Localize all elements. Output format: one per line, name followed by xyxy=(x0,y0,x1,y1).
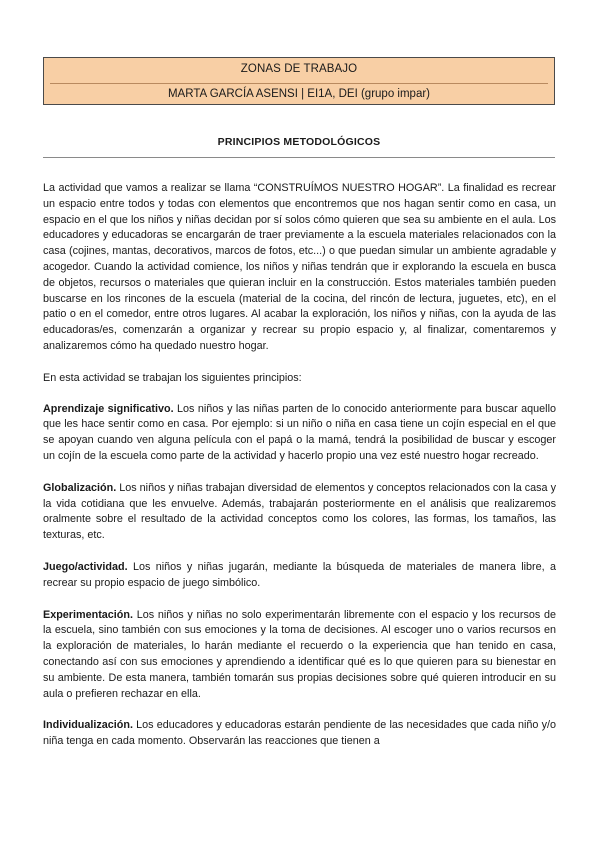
principle-paragraph xyxy=(43,402,556,465)
principle-term: Globalización. xyxy=(43,481,117,494)
principle-term: Experimentación. xyxy=(43,608,134,621)
header-title: ZONAS DE TRABAJO xyxy=(240,63,358,75)
principle-paragraph xyxy=(43,560,556,592)
principle-term: Juego/actividad. xyxy=(43,560,128,573)
intro-paragraph: La actividad que vamos a realizar se llama “CONSTRUÍMOS NUESTRO HOGAR”. La finalidad es recrear un espacio entre todos y todas con elementos que encontremos que nos hagan sentir como en casa, un espacio en el que los niños y niñas decidan por sí solos cómo quieren que sea su ambiente en el aula. Los educadores y educadoras se encargarán de traer previamente a la escuela materiales relacionados con la casa (cojines, mantas, decorativos, marcos de fotos, etc...) o que puedan simular un ambiente agradable y acogedor. Cuando la actividad comience, los niños y niñas tendrán que ir explorando la escuela en busca de objetos, recursos o materiales que quieran incluir en la construcción. Estos materiales también pueden buscarse en los rincones de la escuela (material de la cocina, del rincón de lectura, juguetes, etc), en el patio o en el comedor, entre otros lugares. Al acabar la exploración, los niños y niñas, con la ayuda de las educadoras/es, comenzarán a organizar y recrear su propio espacio y, al finalizar, comentaremos y analizaremos cómo ha quedado nuestro hogar. xyxy=(43,182,556,352)
principle-text: Los niños y niñas trabajan diversidad de elementos y conceptos relacionados con la casa y la vida cotidiana que les envuelve. Además, trabajarán posteriormente en el análisis que realizaremos oralmente sobre el resultado de la actividad conceptos como los colores, las formas, los tamaños, las texturas, etc. xyxy=(43,481,556,542)
section-divider xyxy=(43,157,555,158)
principle-term: Aprendizaje significativo. xyxy=(43,402,174,415)
section-heading: PRINCIPIOS METODOLÓGICOS xyxy=(217,136,381,148)
principle-term: Individualización. xyxy=(43,719,133,732)
principles-intro: En esta actividad se trabajan los siguientes principios: xyxy=(43,371,302,384)
principle-text: Los educadores y educadoras estarán pendiente de las necesidades que cada niño y/o niña tenga en cada momento. Observarán las reacciones que tienen a xyxy=(43,719,556,748)
principle-text: Los niños y las niñas parten de lo conocido anteriormente para buscar aquello que les hace sentir como en casa. Por ejemplo: si un niño o niña en casa tiene un cojín especial en el que se apoyan cuando ven alguna película con el papá o la mamá, tendrá la posibilidad de buscar y escoger un cojín de la escuela como parte de la actividad y hacerlo propio una vez esté nuestro hogar recreado. xyxy=(43,402,556,462)
principle-paragraph xyxy=(43,608,556,703)
document-body xyxy=(43,181,556,766)
header-divider xyxy=(50,83,548,84)
principle-paragraph xyxy=(43,481,556,544)
principle-paragraph xyxy=(43,718,556,750)
principle-text: Los niños y niñas no solo experimentarán libremente con el espacio y los recursos de la escuela, sino también con sus emociones y la toma de decisiones. Al escoger uno o varios recursos en la exploración de materiales, lo harán mediante el recuerdo o la experiencia que han tenido en casa, conectando así con sus emociones y aprendiendo a identificar qué es lo que quieren para su bienestar en su ambiente. De esta manera, también tomarán sus propias decisiones sobre qué quieren introducir en su aula o prefieren rechazar en ella. xyxy=(43,608,556,700)
header-subtitle: MARTA GARCÍA ASENSI | EI1A, DEI (grupo impar) xyxy=(167,88,431,100)
document-header xyxy=(43,57,555,105)
principle-text: Los niños y niñas jugarán, mediante la búsqueda de materiales de manera libre, a recrear su propio espacio de juego simbólico. xyxy=(43,560,556,589)
